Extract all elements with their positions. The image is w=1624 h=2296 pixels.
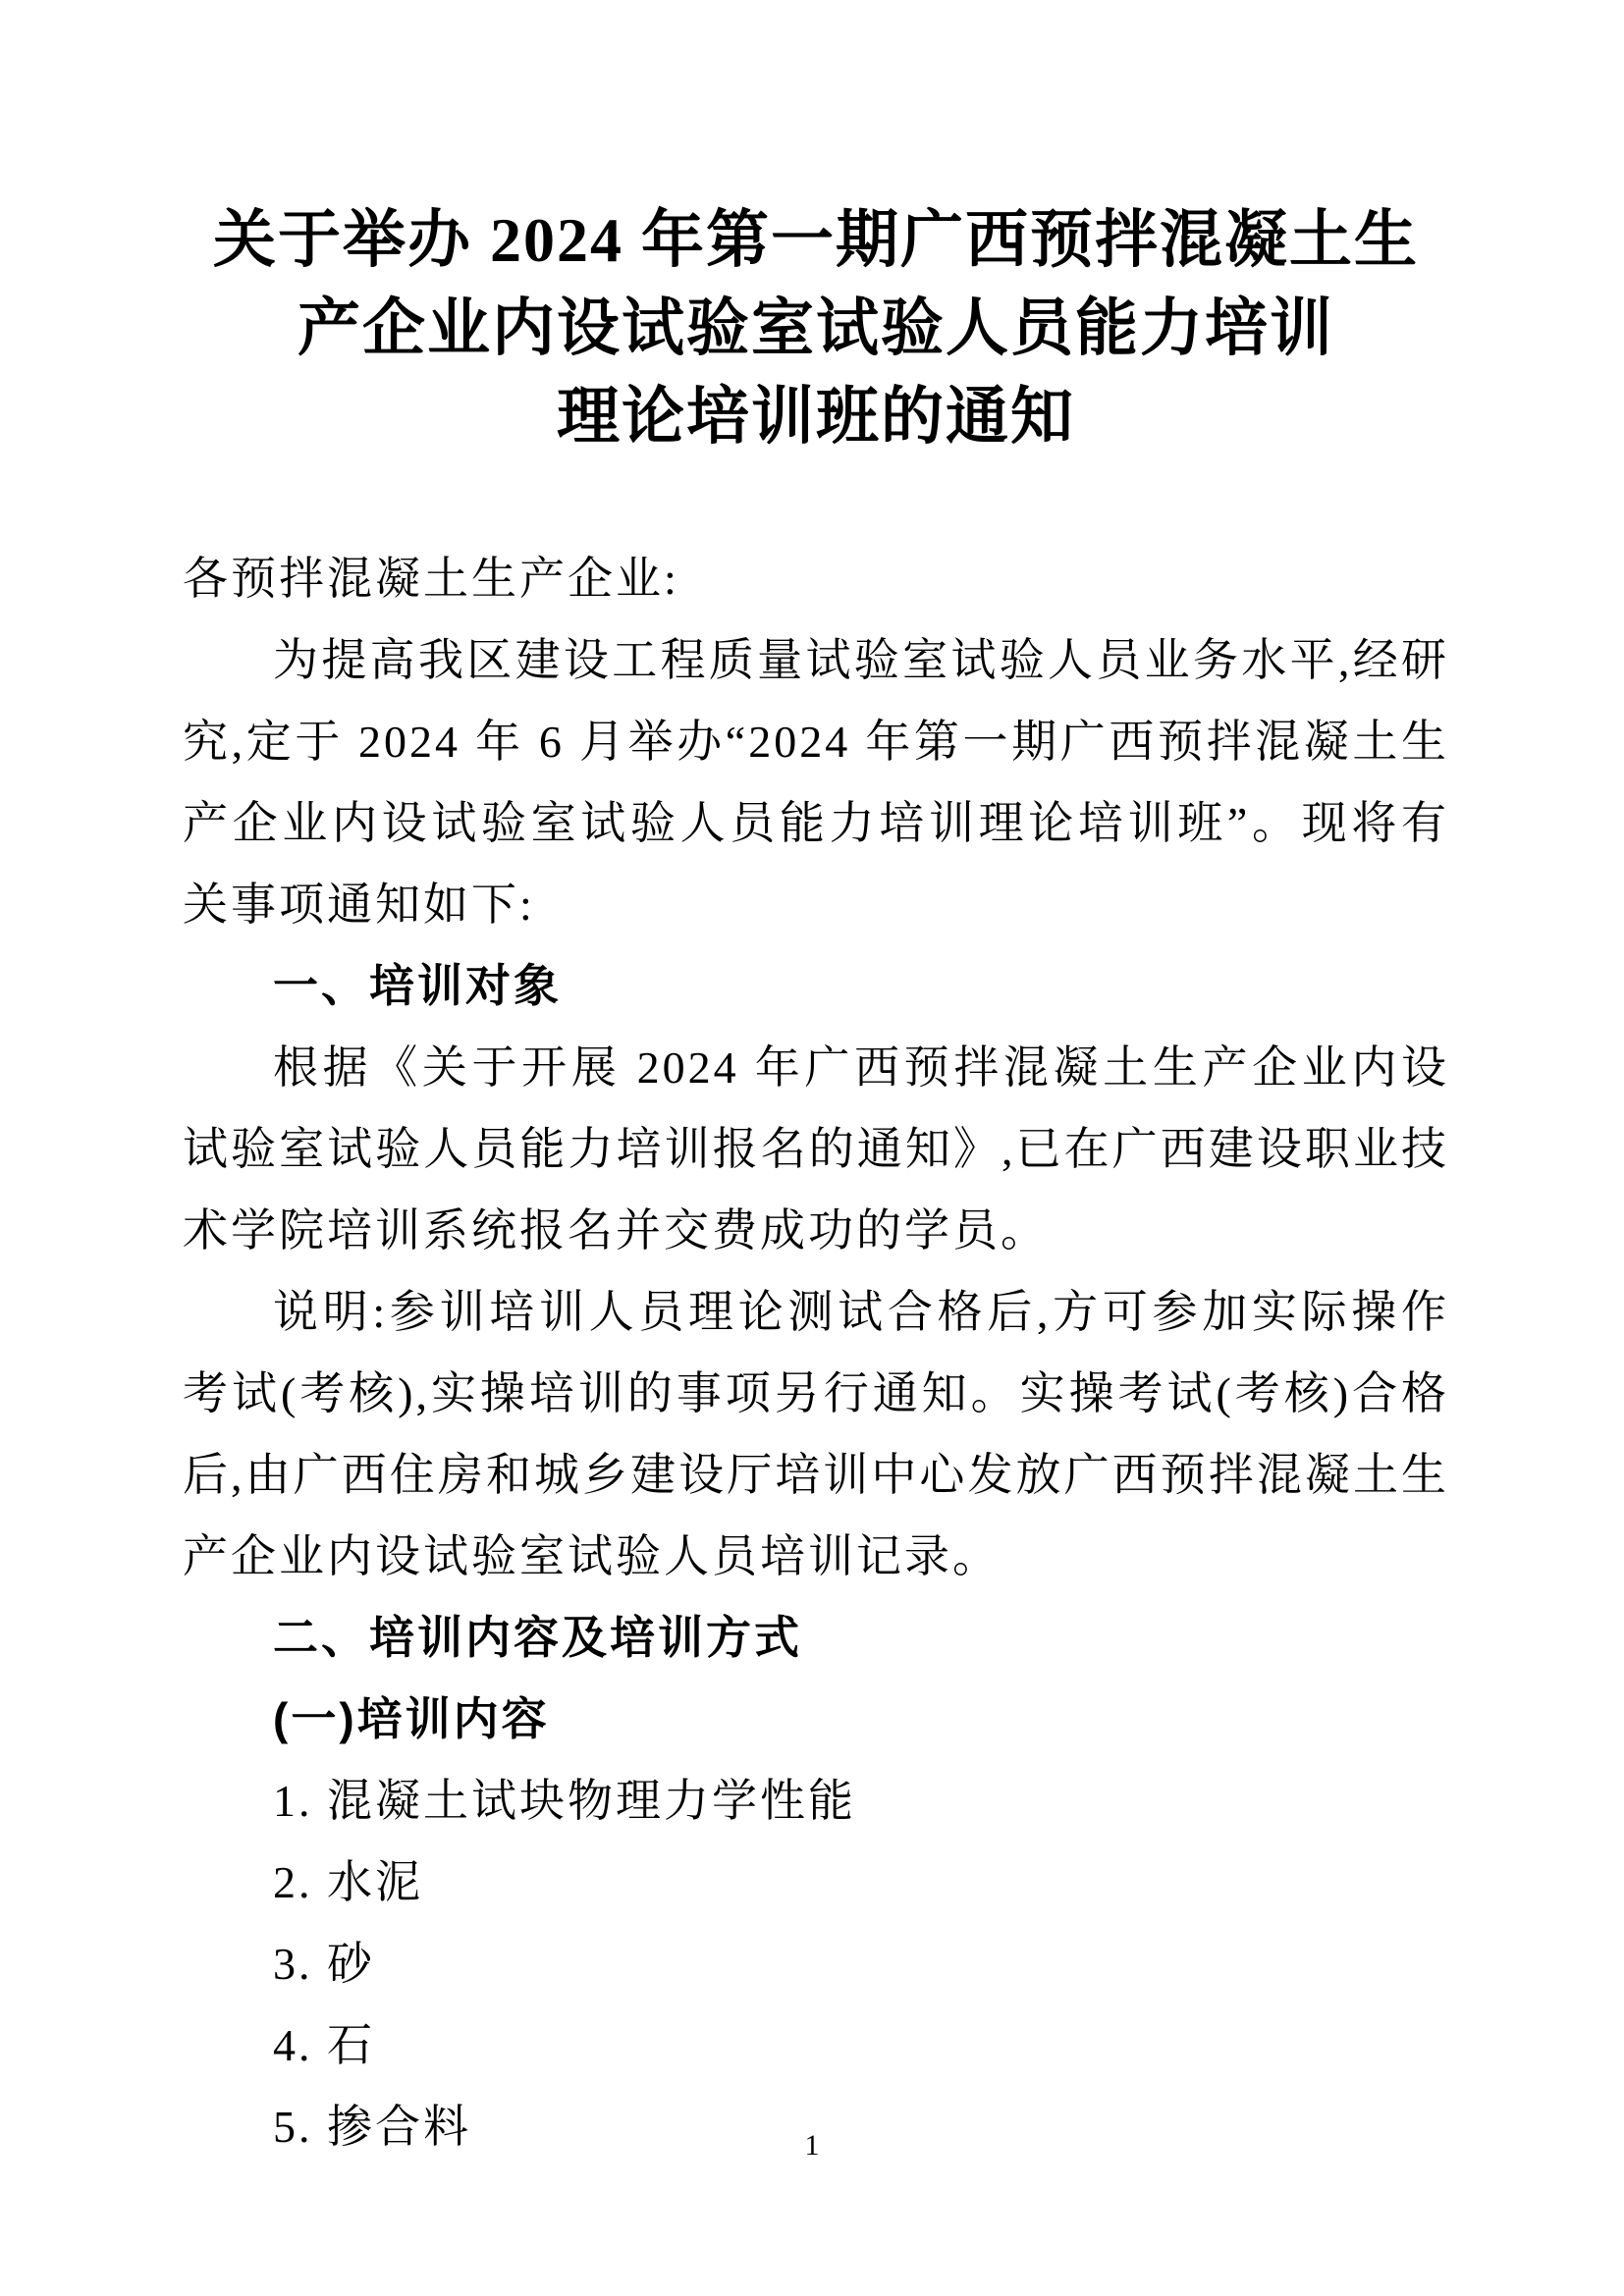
salutation-line: 各预拌混凝土生产企业: bbox=[183, 554, 679, 604]
intro-paragraph: 为提高我区建设工程质量试验室试验人员业务水平,经研究,定于 2024 年 6 月举办“2024 年第一期广西预拌混凝土生产企业内设试验室试验人员能力培训理论培训班”。现将有关事项通知如下: bbox=[183, 635, 1449, 930]
page-footer bbox=[0, 2128, 1624, 2163]
title-line-2: 产企业内设试验室试验人员能力培训 bbox=[298, 294, 1334, 363]
section-2-sub-1-heading: (一)培训内容 bbox=[273, 1693, 550, 1744]
title-line-1: 关于举办 2024 年第一期广西预拌混凝土生 bbox=[213, 205, 1419, 275]
title-line-3: 理论培训班的通知 bbox=[557, 382, 1075, 452]
section-1-body-paragraph: 根据《关于开展 2024 年广西预拌混凝土生产企业内设试验室试验人员能力培训报名的通知》,已在广西建设职业技术学院培训系统报名并交费成功的学员。 bbox=[183, 1042, 1449, 1255]
training-content-item-2: 2. 水泥 bbox=[273, 1857, 423, 1907]
training-content-item-5: 5. 掺合料 bbox=[273, 2102, 471, 2152]
section-1-note-paragraph: 说明:参训培训人员理论测试合格后,方可参加实际操作考试(考核),实操培训的事项另行通知。实操考试(考核)合格后,由广西住房和城乡建设厅培训中心发放广西预拌混凝土生产企业内设试验室试验人员培训记录。 bbox=[183, 1287, 1449, 1581]
document-title bbox=[183, 196, 1449, 461]
section-1-heading: 一、培训对象 bbox=[273, 960, 562, 1011]
document-body bbox=[183, 538, 1449, 2167]
training-content-item-1: 1. 混凝土试块物理力学性能 bbox=[273, 1776, 856, 1826]
page-number: 1 bbox=[804, 2129, 820, 2162]
section-2-heading: 二、培训内容及培训方式 bbox=[273, 1612, 802, 1663]
training-content-item-4: 4. 石 bbox=[273, 2020, 375, 2070]
training-content-item-3: 3. 砂 bbox=[273, 1939, 375, 1989]
